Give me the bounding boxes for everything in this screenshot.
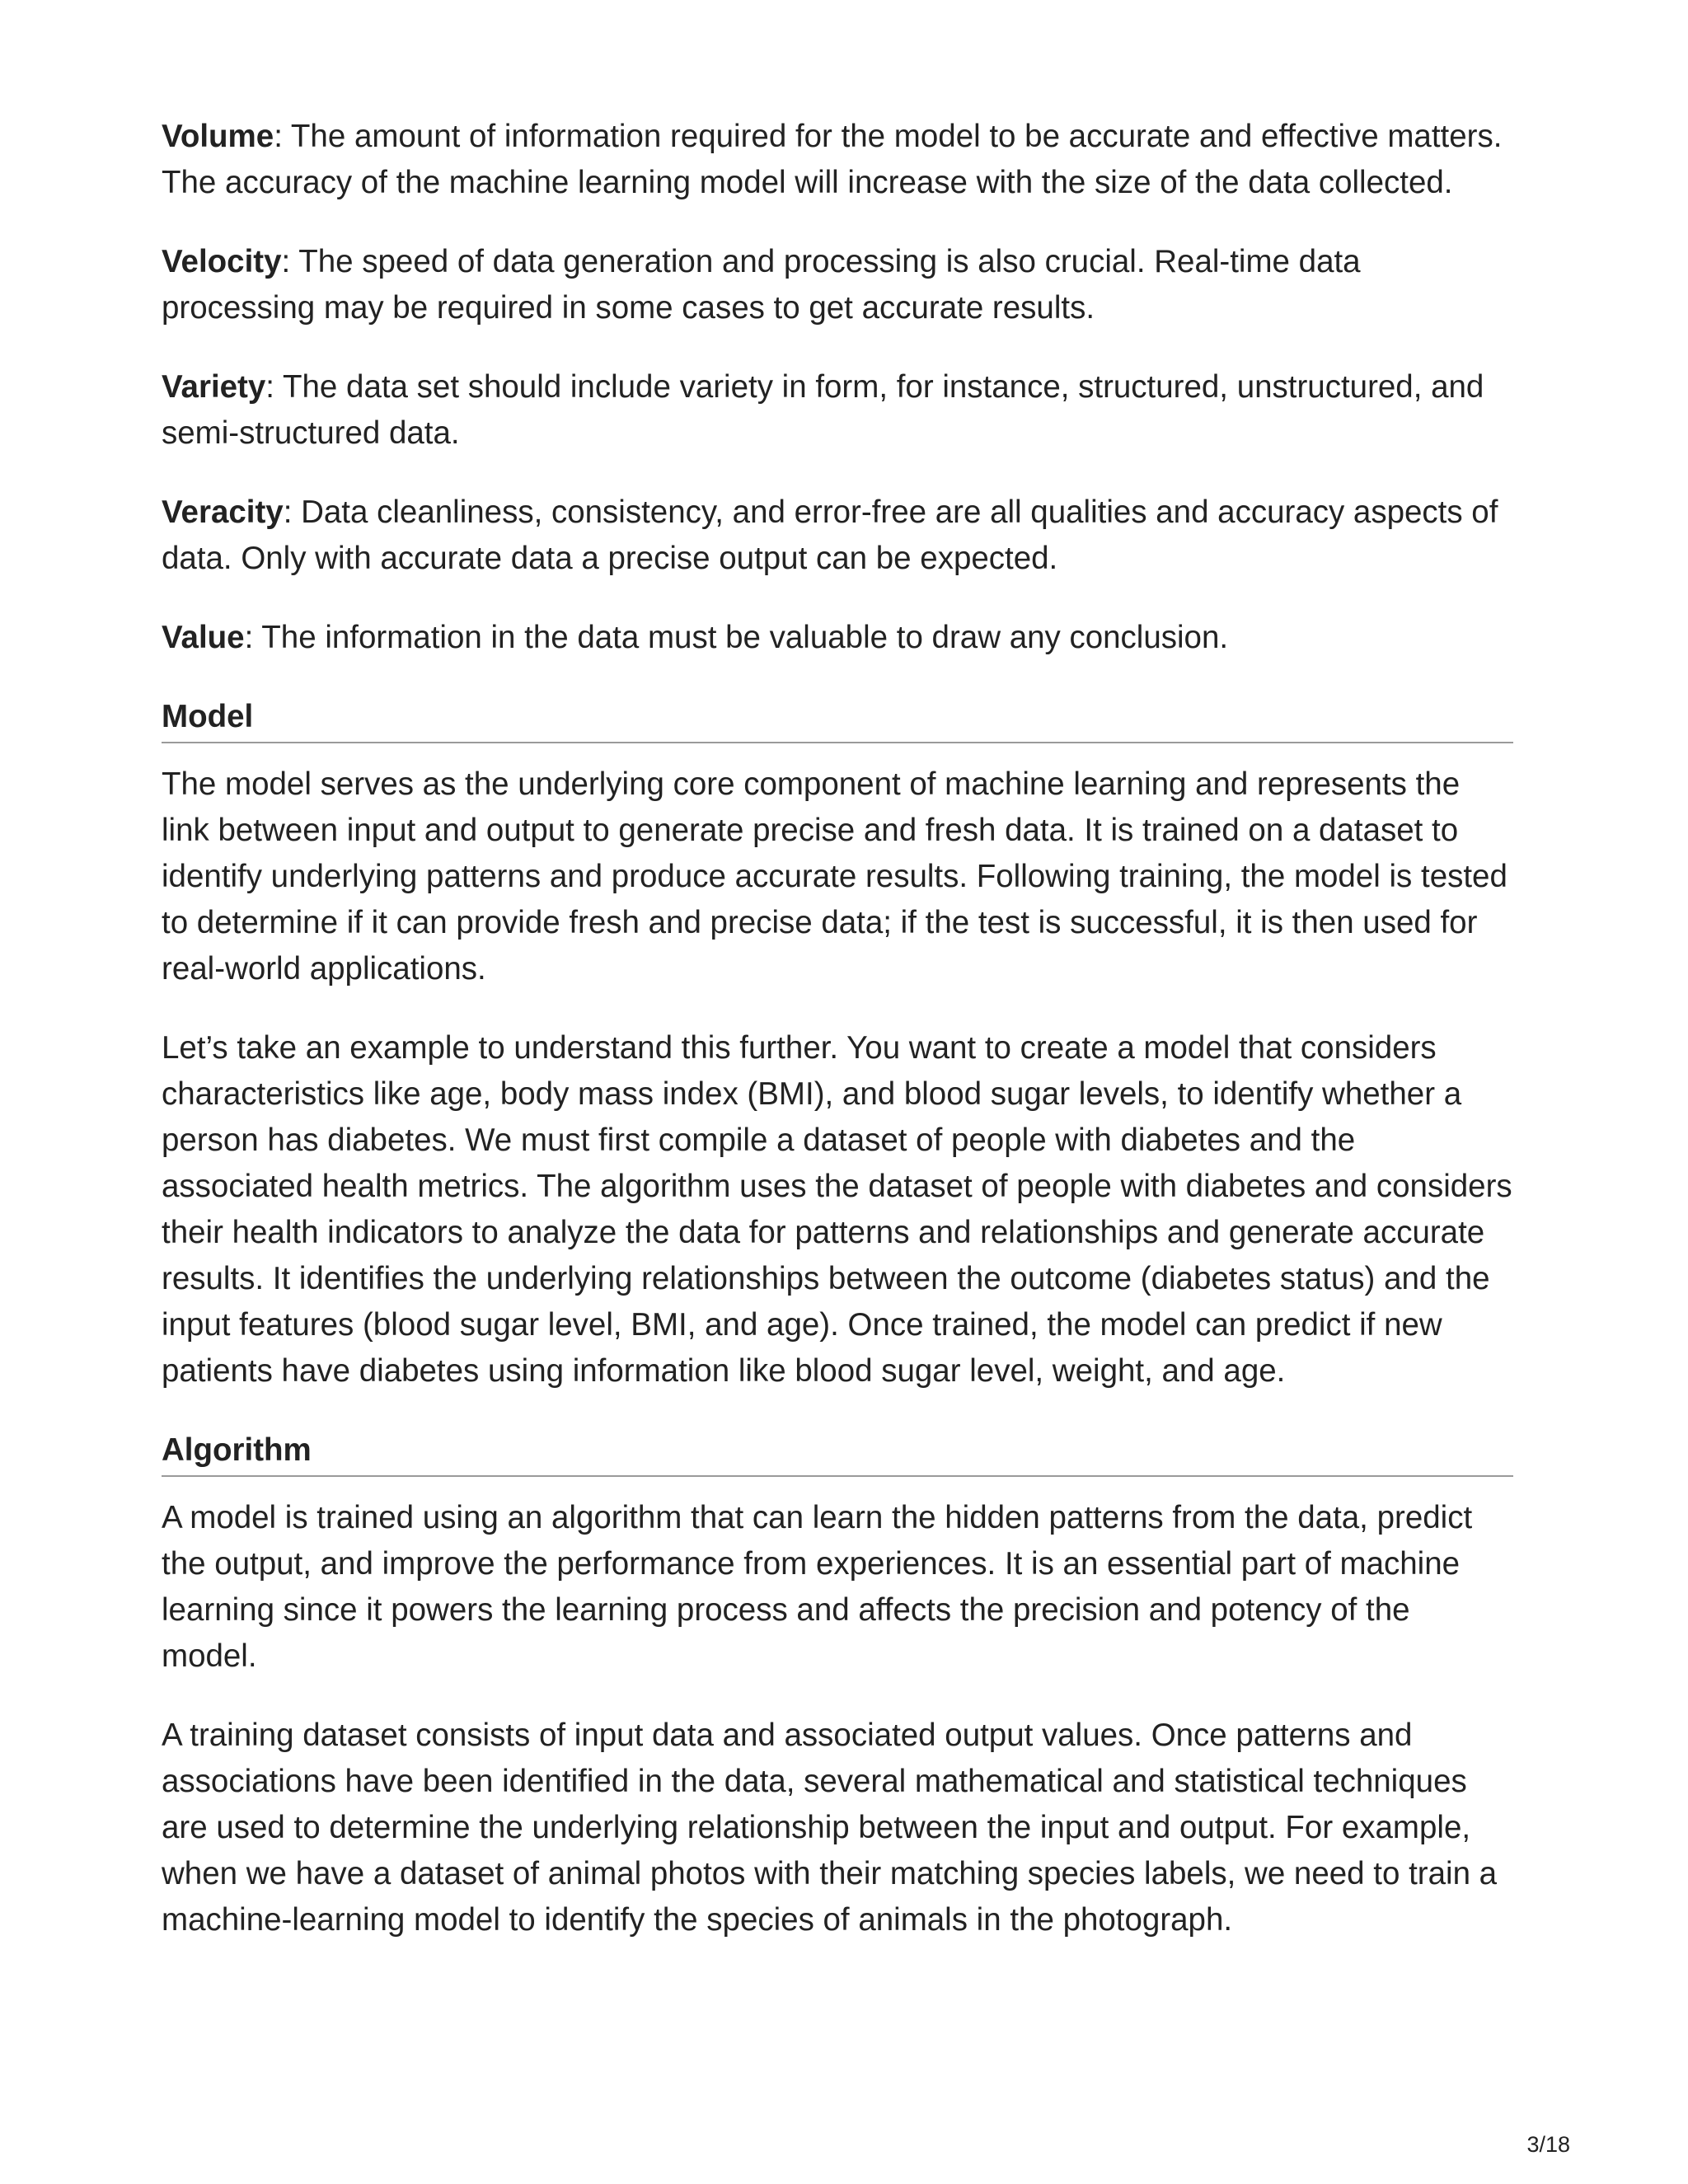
term-description: : The information in the data must be valuable to draw any conclusion. bbox=[244, 620, 1229, 655]
algorithm-heading-divider bbox=[162, 1475, 1513, 1477]
characteristic-value bbox=[162, 615, 1513, 661]
algorithm-heading: Algorithm bbox=[162, 1432, 312, 1468]
term-label: Variety bbox=[162, 369, 266, 405]
page-number: 3/18 bbox=[1526, 2132, 1570, 2157]
term-label: Veracity bbox=[162, 494, 284, 530]
model-paragraph-2: Let’s take an example to understand this further. You want to create a model that considers characteristics like age, body mass index (BMI), and blood sugar levels, to identify whether a person has diabetes. We must first compile a dataset of people with diabetes and the associated health metrics. The algorithm uses the dataset of people with diabetes and considers their health indicators to analyze the data for patterns and relationships and generate accurate results. It identifies the underlying relationships between the outcome (diabetes status) and the input features (blood sugar level, BMI, and age). Once trained, the model can predict if new patients have diabetes using information like blood sugar level, weight, and age. bbox=[162, 1030, 1512, 1389]
term-description: : The speed of data generation and processing is also crucial. Real-time data processing may be required in some cases to get accurate results. bbox=[162, 244, 1361, 326]
algorithm-paragraph-2: A training dataset consists of input data and associated output values. Once patterns and associations have been identified in the data, several mathematical and statistical techniques are used to determine the underlying relationship between the input and output. For example, when we have a dataset of animal photos with their matching species labels, we need to train a machine-learning model to identify the species of animals in the photograph. bbox=[162, 1718, 1498, 1938]
characteristic-velocity bbox=[162, 239, 1513, 331]
algorithm-paragraph-1: A model is trained using an algorithm that can learn the hidden patterns from the data, predict the output, and improve the performance from experiences. It is an essential part of machine learning since it powers the learning process and affects the precision and potency of the model. bbox=[162, 1500, 1473, 1674]
characteristic-volume bbox=[162, 114, 1513, 206]
model-paragraph-1: The model serves as the underlying core component of machine learning and represents the link between input and output to generate precise and fresh data. It is trained on a dataset to identify underlying patterns and produce accurate results. Following training, the model is tested to determine if it can provide fresh and precise data; if the test is successful, it is then used for real-world applications. bbox=[162, 766, 1507, 987]
characteristic-variety bbox=[162, 364, 1513, 457]
term-description: : The amount of information required for the model to be accurate and effective matters. The accuracy of the machine learning model will increase with the size of the data collected. bbox=[162, 119, 1503, 200]
term-description: : The data set should include variety in form, for instance, structured, unstructured, and semi-structured data. bbox=[162, 369, 1484, 451]
characteristic-veracity bbox=[162, 490, 1513, 582]
model-heading-divider bbox=[162, 742, 1513, 743]
document-body bbox=[162, 114, 1513, 1976]
model-heading: Model bbox=[162, 699, 254, 734]
term-label: Volume bbox=[162, 119, 274, 154]
term-label: Velocity bbox=[162, 244, 282, 279]
term-label: Value bbox=[162, 620, 245, 655]
term-description: : Data cleanliness, consistency, and error-free are all qualities and accuracy aspects of data. Only with accurate data a precise output can be expected. bbox=[162, 494, 1498, 576]
